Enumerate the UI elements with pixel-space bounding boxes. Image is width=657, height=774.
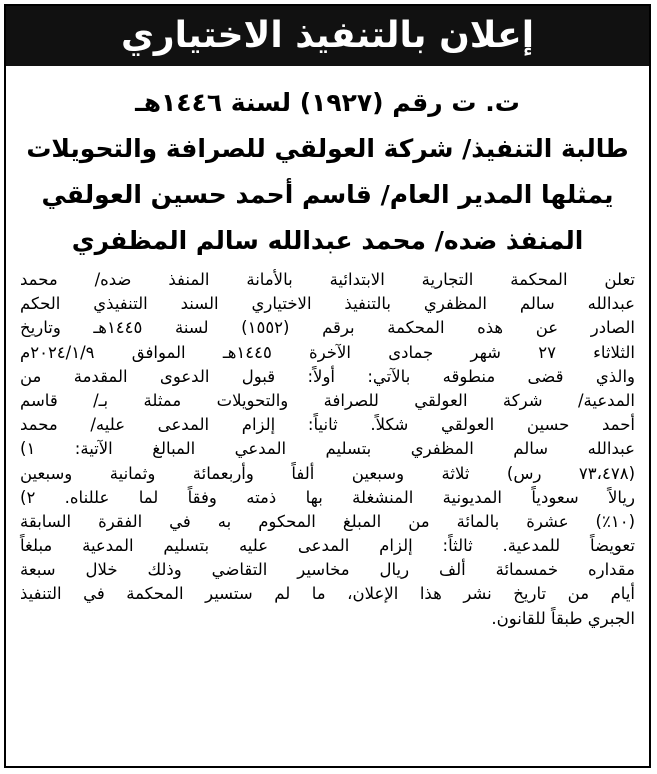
notice-banner [6,6,649,66]
body-line: عبدالله سالم المظفري بتسليم المدعي المبالغ الآتية: ١) [20,439,635,459]
body-line: الجبري طبقاً للقانون. [491,608,635,628]
legal-notice [4,4,651,768]
body-line: (٧٣،٤٧٨ رس) ثلاثة وسبعين ألفاً وأربعمائة وثمانية وسبعين [20,463,635,483]
body-line: مقداره خمسمائة ألف ريال مخاسير التقاضي وذلك خلال سبعة [20,560,635,580]
body-line: أحمد حسين العولقي شكلاً. ثانياً: إلزام المدعى عليه/ محمد [20,415,635,435]
body-line: تعويضاً للمدعية. ثالثاً: إلزام المدعى عليه بتسليم المدعية مبلغاً [20,536,635,556]
body-line: المدعية/ شركة العولقي للصرافة والتحويلات ممثلة بـ/ قاسم [20,390,635,410]
notice-title: إعلان بالتنفيذ الاختياري [120,15,535,56]
representative-line: يمثلها المدير العام/ قاسم أحمد حسين العولقي [41,180,614,209]
body-line: عبدالله سالم المظفري بالتنفيذ الاختياري السند التنفيذي الحكم [20,294,635,314]
body-line: الصادر عن هذه المحكمة برقم (١٥٥٢) لسنة ١٤٤٥هـ وتاريخ [20,318,635,338]
body-line: (١٠٪) عشرة بالمائة من المبلغ المحكوم به في الفقرة السابقة [20,511,635,531]
petitioner-line: طالبة التنفيذ/ شركة العولقي للصرافة والتحويلات [26,134,629,163]
body-line: ريالاً سعودياً المديونية المنشغلة بها ذمته وفقاً لما عللناه. ٢) [20,487,635,507]
body-line: الثلاثاء ٢٧ شهر جمادى الآخرة ١٤٤٥هـ الموافق ٢٠٢٤/١/٩م [20,342,635,362]
notice-body [20,268,635,631]
case-number: ت. ت رقم (١٩٢٧) لسنة ١٤٤٦هـ [135,88,520,117]
body-line: أيام من تاريخ نشر هذا الإعلان، ما لم ستسير المحكمة في التنفيذ [20,584,635,604]
body-line: تعلن المحكمة التجارية الابتدائية بالأمانة المنفذ ضده/ محمد [20,270,635,289]
respondent-line: المنفذ ضده/ محمد عبدالله سالم المظفري [71,226,584,255]
body-line: والذي قضى منطوقه بالآتي: أولاً: قبول الدعوى المقدمة من [20,366,635,386]
case-headlines [6,80,649,264]
